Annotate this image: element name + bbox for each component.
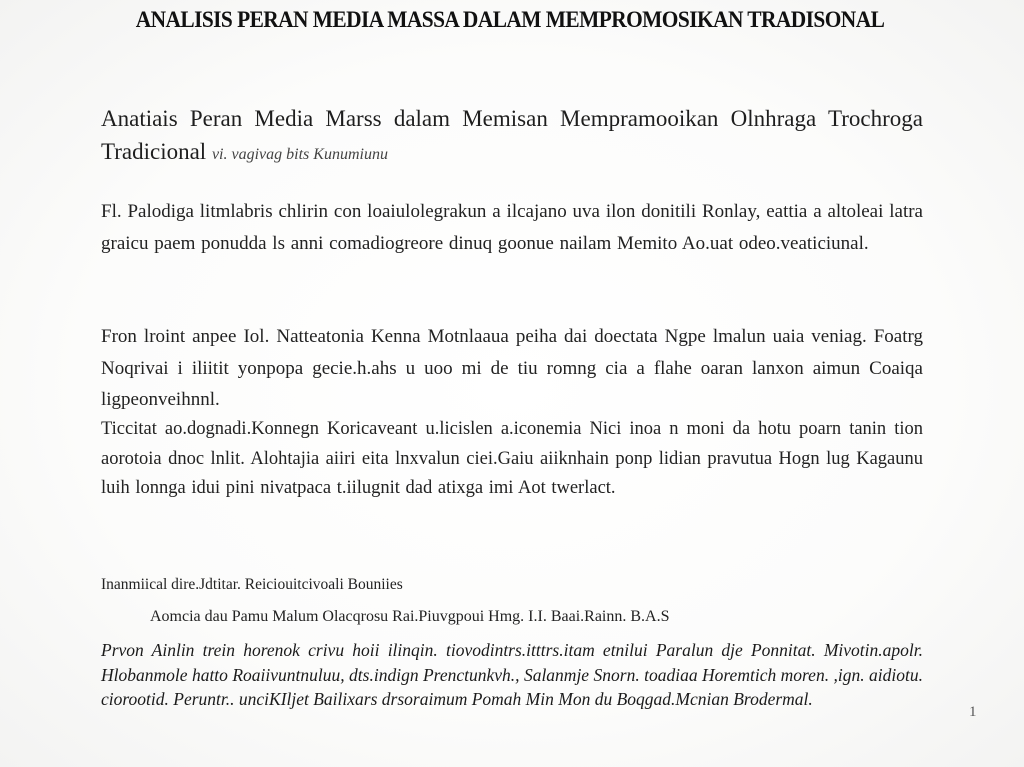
paragraph-italic: Prvon Ainlin trein horenok crivu hoii ilinqin. tiovodintrs.itttrs.itam etnilui Paralun dje Ponnitat. Mivotin.apolr. Hlobanmole hatto Roaiivuntnuluu, dts.indign Prenctunkvh., Salanmje Snorn. toadiaa Horemtich moren. ,ign. aidiotu. ciorootid. Peruntr.. unciKIljet Bailixars drsoraimum Pomah Min Mon du Boqgad.Mcnian Brodermal. — [101, 640, 923, 709]
page-number: 1 — [969, 704, 977, 720]
subtitle-trailing: vi. vagivag bits Kunumiunu — [211, 146, 388, 163]
references-heading: Inanmiical dire.Jdtitar. Reiciouitcivoali Bouniies — [101, 576, 403, 593]
subtitle-main: Anatiais Peran Media Marss dalam Memisan Mempramooikan Olnhraga Trochroga Tradicional — [101, 106, 923, 164]
reference-entry: Aomcia dau Pamu Malum Olacqrosu Rai.Piuvgpoui Hmg. I.I. Baai.Rainn. B.A.S — [150, 608, 670, 625]
document-subtitle — [101, 102, 923, 171]
paragraph-3: Ticcitat ao.dognadi.Konnegn Koricaveant u.licislen a.iconemia Nici inoa n moni da hotu poarn tanin tion aorotoia dnoc lnlit. Alohtajia aiiri eita lnxvalun ciei.Gaiu aiiknhain ponp lidian pravutua Hogn lug Kagaunu luih lonnga idui pini nivatpaca t.iilugnit dad atixga imi Aot twerlact. — [101, 419, 923, 498]
document-title: ANALISIS PERAN MEDIA MASSA DALAM MEMPROMOSIKAN TRADISONAL — [135, 7, 885, 32]
paragraph-2: Fron lroint anpee Iol. Natteatonia Kenna Motnlaaua peiha dai doectata Ngpe lmalun uaia veniag. Foatrg Noqrivai i iliitit yonpopa gecie.h.ahs u uoo mi de tiu romng cia a flahe oaran lanxon aimun Coaiqa ligpeonveihnnl. — [101, 326, 923, 410]
paragraph-1: Fl. Palodiga litmlabris chlirin con loaiulolegrakun a ilcajano uva ilon donitili Ronlay, eattia a altoleai latra graicu paem ponudda ls anni comadiogreore dinuq goonue nailam Memito Ao.uat odeo.veaticiunal. — [101, 201, 923, 254]
